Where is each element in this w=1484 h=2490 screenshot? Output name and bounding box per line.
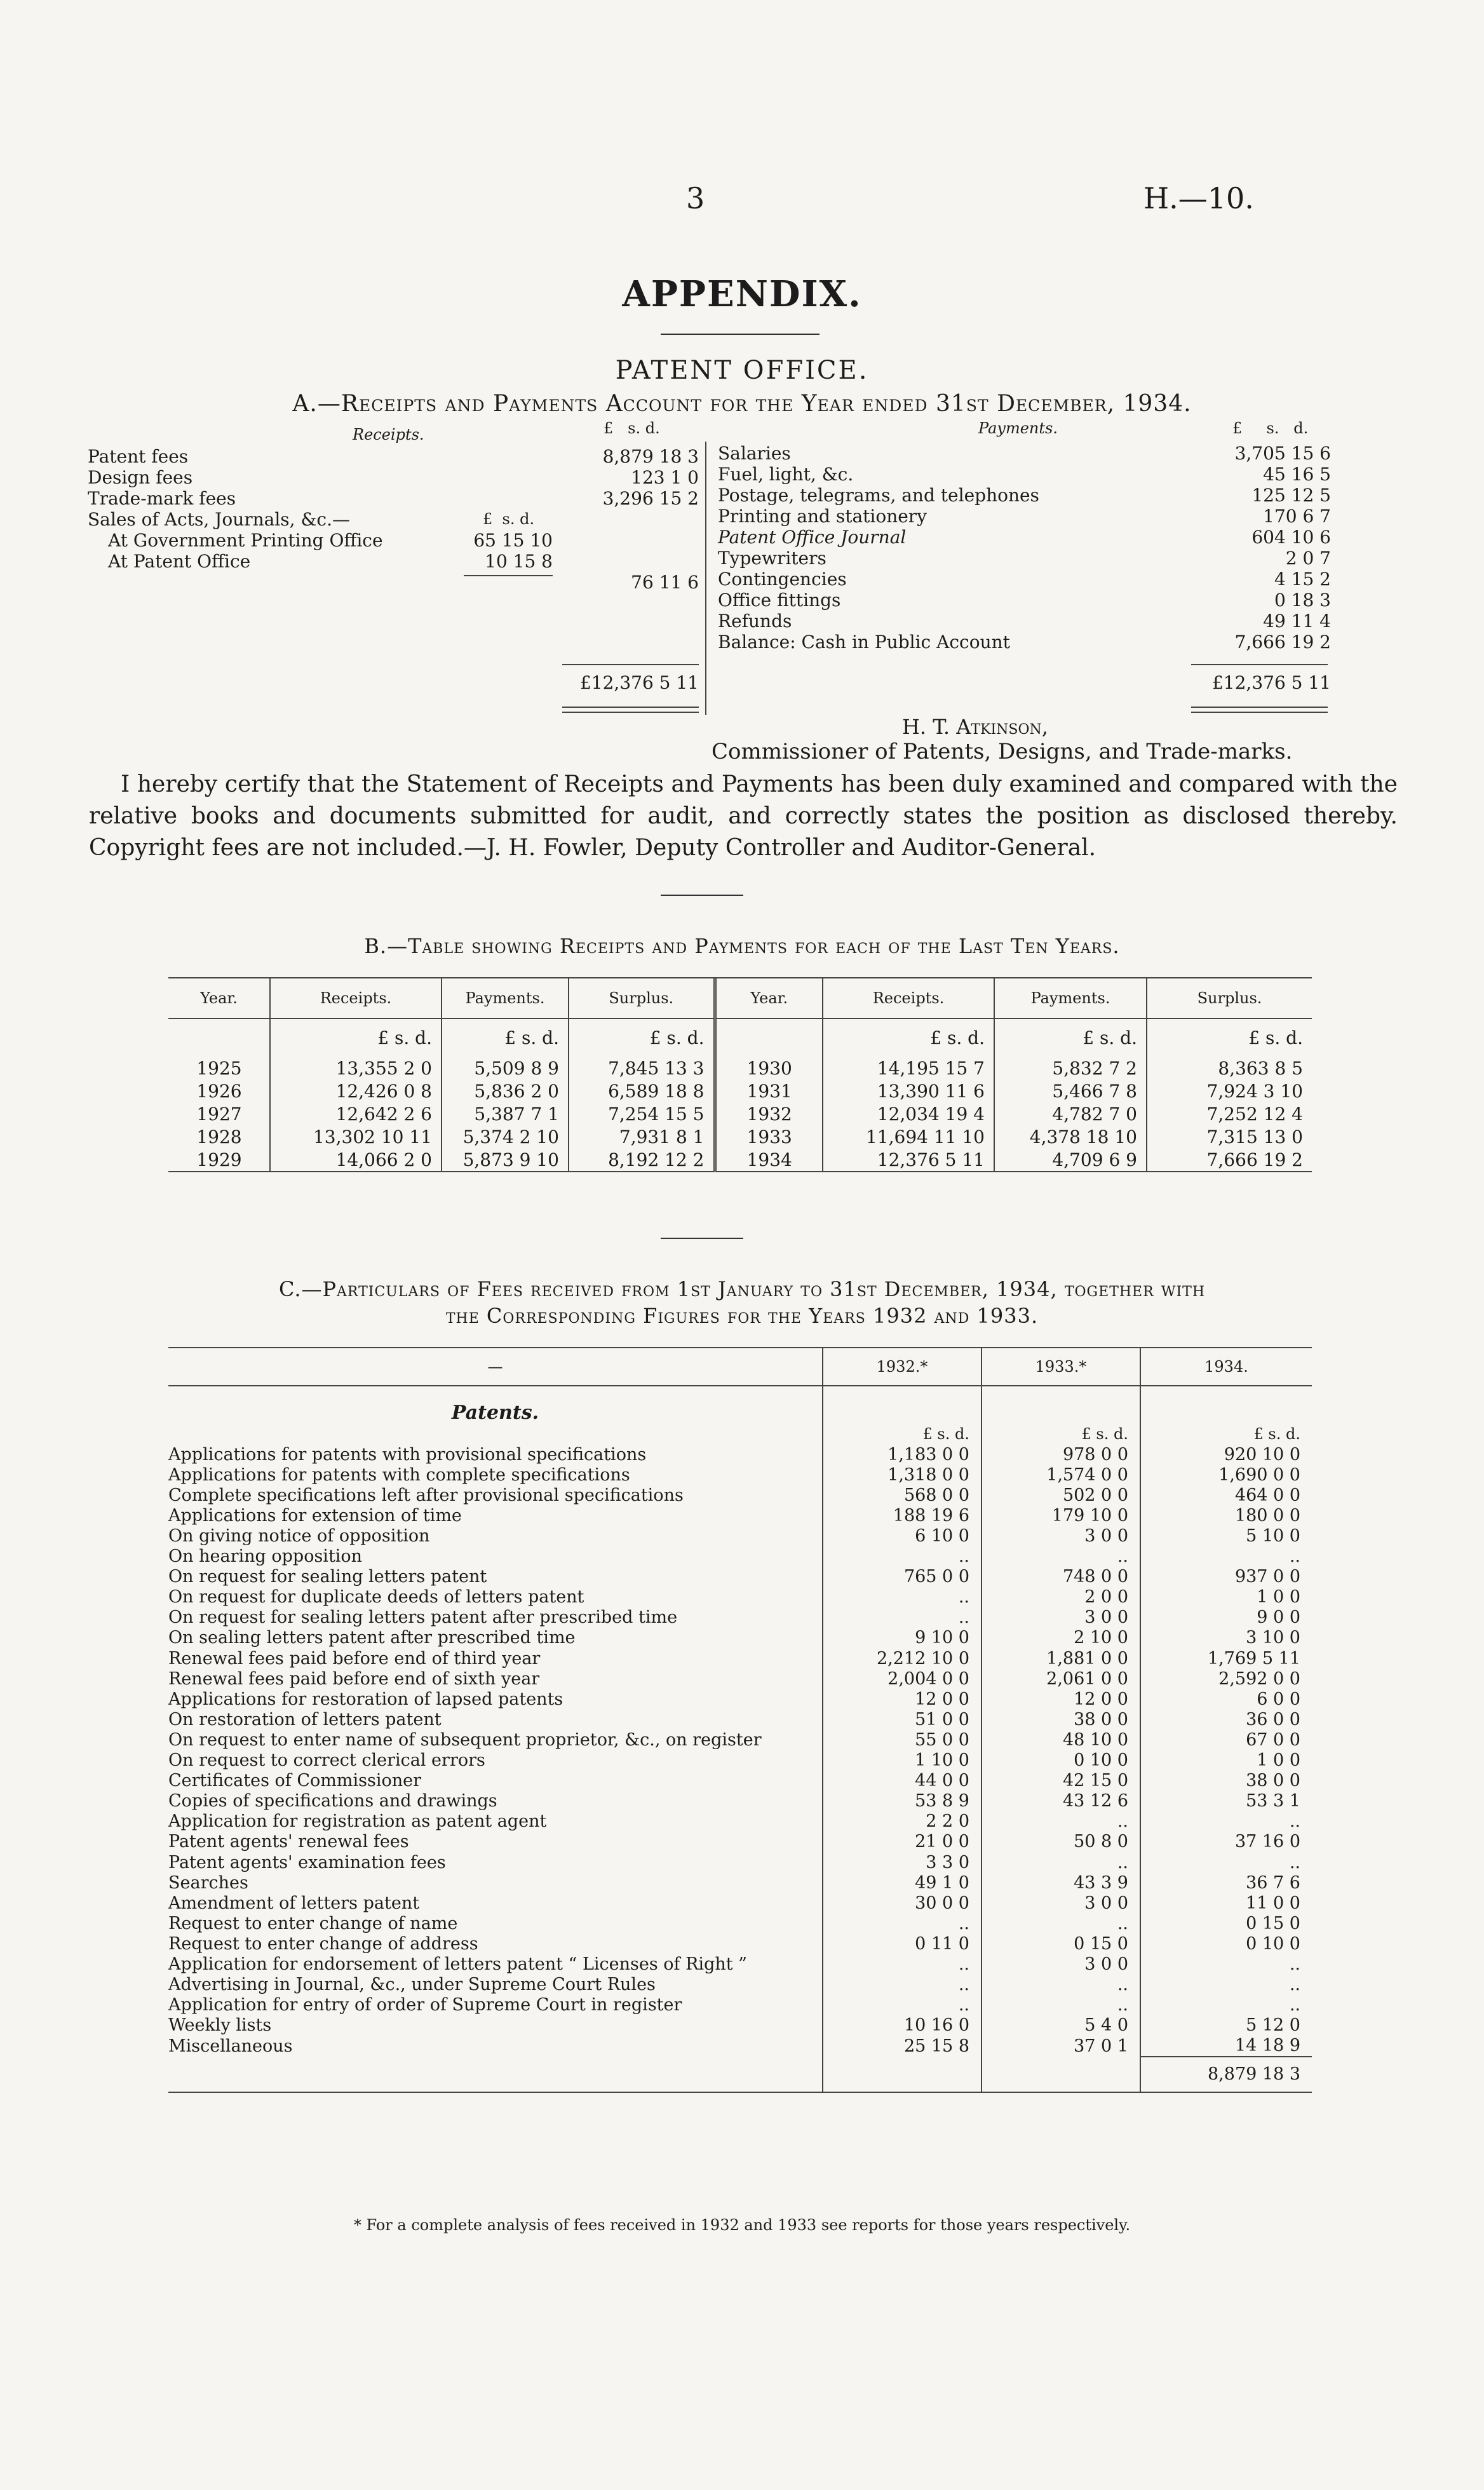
total-1934: 8,879 18 3: [1140, 2057, 1312, 2092]
signatory-name: H. T. Atkinson,: [902, 715, 1048, 739]
sales-item-label: At Patent Office: [108, 551, 251, 572]
payment-amount: 49 11 4: [1263, 611, 1331, 632]
ten-year-table: [168, 978, 1312, 1172]
column-header: 1932.*: [823, 1348, 981, 1386]
payment-amount: 4 15 2: [1274, 569, 1331, 590]
receipt-label: Trade-mark fees: [88, 488, 236, 509]
payments-label: Payments.: [978, 419, 1058, 437]
section-c-heading: C.—Particulars of Fees received from 1st January to 31st December, 1934, together with: [278, 1277, 1206, 1301]
lsd-header: £ s. d.: [442, 1018, 569, 1057]
receipt-amount: 8,879 18 3: [602, 446, 699, 467]
lsd-header: £ s. d.: [823, 1424, 981, 1444]
document-reference: H.—10.: [1143, 181, 1254, 215]
receipts-label: Receipts.: [353, 426, 424, 443]
column-header: Surplus.: [1147, 978, 1312, 1018]
audit-certificate: I hereby certify that the Statement of Receipts and Payments has been duly examined and compared with the relative books and documents submitted for audit, and correctly states the position as disclosed thereby. Copyright fees are not included.—J. H. Fowler, Deputy Controller and Auditor-General.: [89, 771, 1398, 861]
table-row: Application for registration as patent agent 2 2 0 .. ..: [168, 1811, 1300, 1832]
group-label: Patents.: [168, 1386, 823, 1424]
divider: [661, 895, 743, 896]
payment-label: Printing and stationery: [718, 506, 928, 527]
payment-amount: 45 16 5: [1263, 464, 1331, 485]
payments-total: £12,376 5 11: [1211, 672, 1331, 693]
receipt-label: Patent fees: [88, 446, 189, 467]
table-row: Request to enter change of address 0 11 0 0 15 0 0 10 0: [168, 1933, 1300, 1954]
total-rule: [562, 664, 699, 665]
table-row: Certificates of Commissioner 44 0 0 42 15 0 38 0 0: [168, 1771, 1300, 1791]
sales-label: Sales of Acts, Journals, &c.—: [88, 509, 350, 530]
receipt-label: Design fees: [88, 467, 193, 488]
column-header: Payments.: [442, 978, 569, 1018]
column-header: Receipts.: [270, 978, 442, 1018]
table-row: Copies of specifications and drawings 53 8 9 43 12 6 53 3 1: [168, 1791, 1300, 1811]
payment-label: Office fittings: [718, 590, 841, 611]
table-row: Application for endorsement of letters patent “ Licenses of Right ” .. 3 0 0 ..: [168, 1954, 1300, 1974]
section-b-heading: B.—Table showing Receipts and Payments for each of the Last Ten Years.: [364, 934, 1120, 958]
sales-total: 76 11 6: [631, 572, 699, 593]
table-row: Request to enter change of name .. .. 0 15 0: [168, 1913, 1300, 1933]
payment-amount: 604 10 6: [1251, 527, 1331, 548]
column-header: Surplus.: [569, 978, 715, 1018]
signatory-title: Commissioner of Patents, Designs, and Trade-marks.: [712, 739, 1293, 764]
table-row: On sealing letters patent after prescribed time 9 10 0 2 10 0 3 10 0: [168, 1628, 1300, 1648]
payment-label: Balance: Cash in Public Account: [718, 632, 1010, 653]
table-row: Renewal fees paid before end of sixth year 2,004 0 0 2,061 0 0 2,592 0 0: [168, 1668, 1300, 1689]
column-header: 1934.: [1140, 1348, 1312, 1386]
divider: [661, 1238, 743, 1239]
payment-label: Patent Office Journal: [718, 527, 907, 548]
lsd-header: £ s. d.: [994, 1018, 1147, 1057]
table-row: On giving notice of opposition 6 10 0 3 0 0 5 10 0: [168, 1526, 1300, 1546]
payment-amount: 170 6 7: [1263, 506, 1331, 527]
table-row: 1929 14,066 2 0 5,873 9 10 8,192 12 2 1934 12,376 5 11 4,709 6 9 7,666 19 2: [168, 1148, 1312, 1172]
lsd-header: £ s. d.: [1248, 1027, 1303, 1048]
table-row: Patent agents' examination fees 3 3 0 .. ..: [168, 1852, 1300, 1872]
table-row: On hearing opposition .. .. ..: [168, 1546, 1300, 1567]
lsd-header: £ s. d.: [1253, 1425, 1300, 1444]
table-row: On request for sealing letters patent 765 0 0 748 0 0 937 0 0: [168, 1567, 1300, 1587]
sales-item-label: At Government Printing Office: [108, 530, 383, 551]
column-header: Payments.: [994, 978, 1147, 1018]
total-double-rule: [562, 707, 699, 713]
column-header: Receipts.: [823, 978, 994, 1018]
column-header: —: [168, 1348, 823, 1386]
lsd-header: £ s. d.: [823, 1018, 994, 1057]
lsd-header: £ s. d.: [981, 1424, 1140, 1444]
table-row: Applications for patents with complete specifications 1,318 0 0 1,574 0 0 1,690 0 0: [168, 1465, 1300, 1485]
payment-amount: 2 0 7: [1285, 548, 1331, 569]
account-divider: [705, 442, 706, 715]
table-row: Amendment of letters patent 30 0 0 3 0 0 11 0 0: [168, 1893, 1300, 1913]
payment-label: Refunds: [718, 611, 792, 632]
total-rule: [1191, 664, 1328, 665]
receipt-amount: 3,296 15 2: [602, 488, 699, 509]
receipt-amount: 123 1 0: [631, 467, 699, 488]
subtotal-rule: [464, 575, 553, 576]
section-c-heading: the Corresponding Figures for the Years 1932 and 1933.: [445, 1304, 1039, 1328]
payment-amount: 125 12 5: [1251, 485, 1331, 506]
table-row: Advertising in Journal, &c., under Supreme Court Rules .. .. ..: [168, 1975, 1300, 1995]
table-row: Application for entry of order of Supreme Court in register .. .. ..: [168, 1995, 1300, 2015]
lsd-header: £ s. d.: [270, 1018, 442, 1057]
payment-label: Salaries: [718, 443, 791, 464]
column-header: Year.: [168, 978, 270, 1018]
office-title: PATENT OFFICE.: [615, 356, 869, 385]
payment-amount: 0 18 3: [1274, 590, 1331, 611]
table-row: Patent agents' renewal fees 21 0 0 50 8 0 37 16 0: [168, 1832, 1300, 1852]
lsd-header: £ s. d.: [569, 1018, 715, 1057]
table-row: Applications for patents with provisional specifications 1,183 0 0 978 0 0 920 10 0: [168, 1444, 1300, 1465]
page-number: 3: [686, 181, 705, 215]
payment-label: Contingencies: [718, 569, 847, 590]
payment-amount: 7,666 19 2: [1234, 632, 1331, 653]
divider: [661, 334, 820, 335]
footnote: * For a complete analysis of fees received in 1932 and 1933 see reports for those years respectively.: [353, 2216, 1131, 2234]
table-row: Applications for restoration of lapsed patents 12 0 0 12 0 0 6 0 0: [168, 1689, 1300, 1709]
table-row: Complete specifications left after provisional specifications 568 0 0 502 0 0 464 0 0: [168, 1485, 1300, 1505]
table-row: Weekly lists 10 16 0 5 4 0 5 12 0: [168, 2015, 1300, 2036]
table-row: On request for sealing letters patent after prescribed time .. 3 0 0 9 0 0: [168, 1607, 1300, 1628]
lsd-header-payments: £ s. d.: [1232, 419, 1309, 437]
table-row: Searches 49 1 0 43 3 9 36 7 6: [168, 1872, 1300, 1893]
payment-label: Typewriters: [718, 548, 826, 569]
payment-label: Fuel, light, &c.: [718, 464, 854, 485]
sales-item-amount: 10 15 8: [485, 551, 553, 572]
payment-amount: 3,705 15 6: [1234, 443, 1331, 464]
column-header: Year.: [715, 978, 823, 1018]
table-row: 1926 12,426 0 8 5,836 2 0 6,589 18 8 1931 13,390 11 6 5,466 7 8 7,924 3 10: [168, 1079, 1312, 1102]
table-row: On restoration of letters patent 51 0 0 38 0 0 36 0 0: [168, 1709, 1300, 1729]
total-double-rule: [1191, 707, 1328, 713]
fees-table: [168, 1347, 1312, 2093]
table-row: 1925 13,355 2 0 5,509 8 9 7,845 13 3 1930 14,195 15 7 5,832 7 2 8,363 8 5: [168, 1057, 1312, 1079]
payment-label: Postage, telegrams, and telephones: [718, 485, 1039, 506]
table-row: Renewal fees paid before end of third year 2,212 10 0 1,881 0 0 1,769 5 11: [168, 1648, 1300, 1668]
section-a-heading: A.—Receipts and Payments Account for the Year ended 31st December, 1934.: [292, 391, 1192, 417]
sales-item-amount: 65 15 10: [473, 530, 553, 551]
page-title: APPENDIX.: [622, 273, 862, 315]
lsd-header-sales: £ s. d.: [483, 510, 535, 528]
table-row: On request to enter name of subsequent proprietor, &c., on register 55 0 0 48 10 0 67 0 0: [168, 1729, 1300, 1750]
receipts-total: £12,376 5 11: [579, 672, 699, 693]
table-row: 1927 12,642 2 6 5,387 7 1 7,254 15 5 1932 12,034 19 4 4,782 7 0 7,252 12 4: [168, 1102, 1312, 1125]
column-header: 1933.*: [981, 1348, 1140, 1386]
lsd-header-receipts: £ s. d.: [604, 419, 660, 437]
table-row: Miscellaneous 25 15 8 37 0 1 14 18 9: [168, 2036, 1300, 2056]
table-row: Applications for extension of time 188 19 6 179 10 0 180 0 0: [168, 1505, 1300, 1526]
table-row: On request to correct clerical errors 1 10 0 0 10 0 1 0 0: [168, 1750, 1300, 1771]
table-row: On request for duplicate deeds of letters patent .. 2 0 0 1 0 0: [168, 1587, 1300, 1607]
table-row: 1928 13,302 10 11 5,374 2 10 7,931 8 1 1933 11,694 11 10 4,378 18 10 7,315 13 0: [168, 1125, 1312, 1148]
